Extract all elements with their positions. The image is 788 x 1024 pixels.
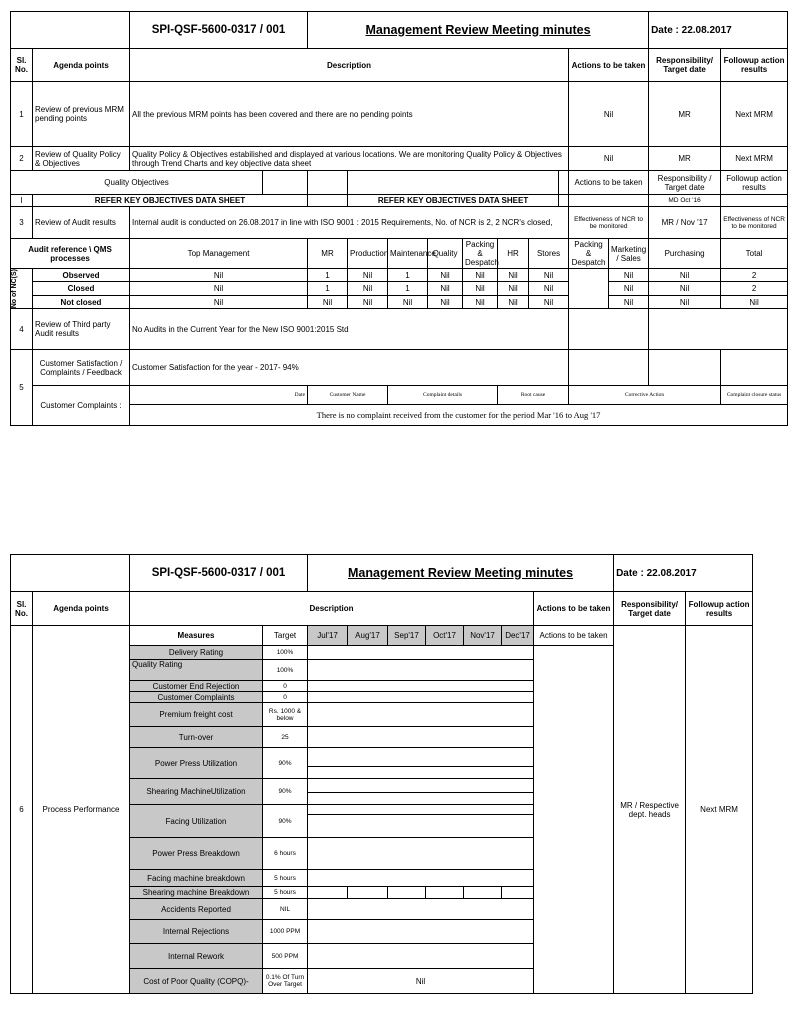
nc-not-closed-mr: Nil [308, 295, 348, 308]
measure-value-jul [308, 887, 348, 899]
title-blank [11, 12, 130, 49]
audit-marketing-sales: Marketing / Sales [609, 239, 649, 269]
row3-responsibility: MR / Nov '17 [649, 207, 721, 239]
p2-actions-label: Actions to be taken [534, 626, 614, 646]
nc-observed-quality: Nil [428, 269, 463, 282]
row2-responsibility: MR [649, 147, 721, 171]
row1-agenda: Review of previous MRM pending points [33, 82, 130, 147]
measure-name: Internal Rejections [130, 920, 263, 944]
nc-observed-label: Observed [33, 269, 130, 282]
qo-followup: Followup action results [721, 171, 788, 195]
measure-target: 5 hours [263, 887, 308, 899]
p2-col-actions: Actions to be taken [534, 592, 614, 626]
row1-sl: 1 [11, 82, 33, 147]
row5-agenda: Customer Satisfaction / Complaints / Feedback [33, 350, 130, 386]
measure-values [308, 748, 534, 767]
measure-name: Delivery Rating [130, 646, 263, 660]
agenda-row-1 [11, 82, 788, 147]
target-header: Target [263, 626, 308, 646]
refer-blank-4 [721, 195, 788, 207]
nc-row-closed [11, 282, 788, 295]
measure-values [308, 646, 534, 660]
nc-not-closed-production: Nil [348, 295, 388, 308]
measure-target: Rs. 1000 & below [263, 703, 308, 727]
nc-closed-mr: 1 [308, 282, 348, 295]
nc-closed-quality: Nil [428, 282, 463, 295]
qo-blank-3 [348, 171, 559, 195]
complaint-col-closure: Complaint closure status [721, 386, 788, 405]
nc-not-closed-hr: Nil [498, 295, 529, 308]
measure-name: Facing machine breakdown [130, 870, 263, 887]
nc-closed-label: Closed [33, 282, 130, 295]
complaint-col-corrective: Corrective Action [569, 386, 721, 405]
audit-stores: Stores [529, 239, 569, 269]
measures-header-row [11, 626, 753, 646]
complaint-col-customer: Customer Name [308, 386, 388, 405]
measure-name: Quality Rating [130, 660, 263, 681]
p2-col-description: Description [130, 592, 534, 626]
col-followup: Followup action results [721, 49, 788, 82]
measure-target: 25 [263, 727, 308, 748]
measure-name: Shearing machine Breakdown [130, 887, 263, 899]
measure-values [308, 703, 534, 727]
measure-target: 500 PPM [263, 944, 308, 969]
nc-observed-purchasing: Nil [649, 269, 721, 282]
p2-col-followup: Followup action results [686, 592, 753, 626]
measure-target: 90% [263, 805, 308, 838]
nc-closed-purchasing: Nil [649, 282, 721, 295]
quality-objectives-row [11, 171, 788, 195]
measure-values [308, 692, 534, 703]
month-jul: Jul'17 [308, 626, 348, 646]
nc-closed-packing: Nil [463, 282, 498, 295]
row6-agenda: Process Performance [33, 626, 130, 994]
nc-observed-stores: Nil [529, 269, 569, 282]
qo-responsibility: Responsibility / Target date [649, 171, 721, 195]
row2-actions: Nil [569, 147, 649, 171]
refer-right: REFER KEY OBJECTIVES DATA SHEET [348, 195, 559, 207]
qo-actions: Actions to be taken [569, 171, 649, 195]
row6-sl: 6 [11, 626, 33, 994]
measure-values [308, 899, 534, 920]
title-row [11, 12, 788, 49]
row3-description: Internal audit is conducted on 26.08.2017 in line with ISO 9001 : 2015 Requirements, No. of NCR is 2, 2 NCR's closed, [130, 207, 569, 239]
measure-values [308, 779, 534, 793]
nc-observed-production: Nil [348, 269, 388, 282]
refer-responsibility: MD Oct '16 [649, 195, 721, 207]
page-2-sheet [10, 554, 750, 994]
audit-top-management: Top Management [130, 239, 308, 269]
measure-name: Customer End Rejection [130, 681, 263, 692]
p2-doc-title: Management Review Meeting minutes [308, 555, 614, 592]
measure-target: 100% [263, 646, 308, 660]
nc-row-observed [11, 269, 788, 282]
p2-followup: Next MRM [686, 626, 753, 994]
audit-purchasing: Purchasing [649, 239, 721, 269]
agenda-row-3 [11, 207, 788, 239]
refer-mark: I [11, 195, 33, 207]
page-2-table [10, 554, 753, 994]
nc-not-closed-label: Not closed [33, 295, 130, 308]
p2-actions-cell [534, 646, 614, 994]
row4-description: No Audits in the Current Year for the New ISO 9001:2015 Std [130, 309, 569, 350]
row4-sl: 4 [11, 309, 33, 350]
agenda-row-4 [11, 309, 788, 350]
qo-blank-4 [559, 171, 569, 195]
measure-values [308, 815, 534, 838]
measure-name: Cost of Poor Quality (COPQ)- [130, 969, 263, 994]
refer-left: REFER KEY OBJECTIVES DATA SHEET [33, 195, 308, 207]
col-actions: Actions to be taken [569, 49, 649, 82]
nc-packing-2-merged [569, 269, 609, 309]
audit-mr: MR [308, 239, 348, 269]
row5-responsibility [649, 350, 721, 386]
month-oct: Oct'17 [426, 626, 464, 646]
doc-title: Management Review Meeting minutes [308, 12, 649, 49]
nc-not-closed-stores: Nil [529, 295, 569, 308]
audit-production: Production [348, 239, 388, 269]
measures-header: Measures [130, 626, 263, 646]
row4-responsibility-followup [649, 309, 788, 350]
p2-doc-date: Date : 22.08.2017 [614, 555, 753, 592]
row2-description: Quality Policy & Objectives estabilished and displayed at various locations. We are monitoring Quality Policy & Objectives through Trend Charts and key objective data sheet [130, 147, 569, 171]
col-description: Description [130, 49, 569, 82]
measure-name: Premium freight cost [130, 703, 263, 727]
refer-row [11, 195, 788, 207]
row2-sl: 2 [11, 147, 33, 171]
measure-name: Power Press Breakdown [130, 838, 263, 870]
measure-values [308, 727, 534, 748]
p2-title-blank [11, 555, 130, 592]
refer-blank-1 [308, 195, 348, 207]
row2-agenda: Review of Quality Policy & Objectives [33, 147, 130, 171]
complaint-header-row [11, 386, 788, 405]
doc-code: SPI-QSF-5600-0317 / 001 [130, 12, 308, 49]
audit-packing-despatch: Packing & Despatch [463, 239, 498, 269]
nc-not-closed-quality: Nil [428, 295, 463, 308]
audit-header-row [11, 239, 788, 269]
nc-closed-production: Nil [348, 282, 388, 295]
col-responsibility: Responsibility/ Target date [649, 49, 721, 82]
measure-name: Customer Complaints [130, 692, 263, 703]
nc-observed-marketing: Nil [609, 269, 649, 282]
complaint-col-details: Complaint details [388, 386, 498, 405]
audit-total: Total [721, 239, 788, 269]
measure-name: Power Press Utilization [130, 748, 263, 779]
nc-not-closed-total: Nil [721, 295, 788, 308]
nc-vertical-cell [11, 269, 33, 309]
row3-followup: Effectiveness of NCR to be monitored [721, 207, 788, 239]
measure-values [308, 681, 534, 692]
nc-closed-maintenance: 1 [388, 282, 428, 295]
measure-values [308, 793, 534, 805]
refer-blank-2 [559, 195, 569, 207]
month-aug: Aug'17 [348, 626, 388, 646]
p2-responsibility: MR / Respective dept. heads [614, 626, 686, 994]
measure-value-sep [388, 887, 426, 899]
measure-value-nov [464, 887, 502, 899]
nc-observed-top-management: Nil [130, 269, 308, 282]
nc-observed-total: 2 [721, 269, 788, 282]
p2-col-agenda: Agenda points [33, 592, 130, 626]
qo-blank-2 [308, 171, 348, 195]
measure-target: 0 [263, 681, 308, 692]
row5-followup [721, 350, 788, 386]
row2-followup: Next MRM [721, 147, 788, 171]
complaint-col-root-cause: Root cause [498, 386, 569, 405]
month-dec: Dec'17 [502, 626, 534, 646]
measure-name: Turn-over [130, 727, 263, 748]
nc-observed-mr: 1 [308, 269, 348, 282]
row3-actions: Effectiveness of NCR to be monitored [569, 207, 649, 239]
column-header-row [11, 49, 788, 82]
nc-observed-packing: Nil [463, 269, 498, 282]
nc-not-closed-top-management: Nil [130, 295, 308, 308]
measure-target: NIL [263, 899, 308, 920]
measure-name: Facing Utilization [130, 805, 263, 838]
measure-value-aug [348, 887, 388, 899]
measure-target: 90% [263, 748, 308, 779]
agenda-row-5 [11, 350, 788, 386]
doc-date: Date : 22.08.2017 [649, 12, 788, 49]
measure-name: Internal Rework [130, 944, 263, 969]
audit-ref-header: Audit reference \ QMS processes [11, 239, 130, 269]
nc-not-closed-packing: Nil [463, 295, 498, 308]
no-complaint-text: There is no complaint received from the customer for the period Mar '16 to Aug '17 [130, 405, 788, 426]
measure-values [308, 767, 534, 779]
row1-description: All the previous MRM points has been covered and there are no pending points [130, 82, 569, 147]
qo-blank-1 [263, 171, 308, 195]
p2-column-header-row [11, 592, 753, 626]
row5-actions [569, 350, 649, 386]
row1-responsibility: MR [649, 82, 721, 147]
col-agenda: Agenda points [33, 49, 130, 82]
measure-value-dec [502, 887, 534, 899]
measure-values [308, 660, 534, 681]
measure-name: Accidents Reported [130, 899, 263, 920]
nc-observed-hr: Nil [498, 269, 529, 282]
measure-target: 1000 PPM [263, 920, 308, 944]
audit-quality: Quality [428, 239, 463, 269]
measure-target: 5 hours [263, 870, 308, 887]
measure-target: 0.1% Of Turn Over Target [263, 969, 308, 994]
nc-row-not-closed [11, 295, 788, 308]
measure-target: 90% [263, 779, 308, 805]
p2-doc-code: SPI-QSF-5600-0317 / 001 [130, 555, 308, 592]
p2-col-responsibility: Responsibility/ Target date [614, 592, 686, 626]
nc-not-closed-purchasing: Nil [649, 295, 721, 308]
row3-sl: 3 [11, 207, 33, 239]
nc-observed-maintenance: 1 [388, 269, 428, 282]
nc-not-closed-maintenance: Nil [388, 295, 428, 308]
month-nov: Nov'17 [464, 626, 502, 646]
nc-closed-total: 2 [721, 282, 788, 295]
col-sl: Sl. No. [11, 49, 33, 82]
agenda-row-2 [11, 147, 788, 171]
nc-closed-hr: Nil [498, 282, 529, 295]
audit-maintenance: Maintenance [388, 239, 428, 269]
measure-target: 100% [263, 660, 308, 681]
p2-col-sl: Sl. No. [11, 592, 33, 626]
nc-closed-top-management: Nil [130, 282, 308, 295]
customer-complaints-label: Customer Complaints : [33, 386, 130, 426]
row1-followup: Next MRM [721, 82, 788, 147]
measure-values [308, 870, 534, 887]
complaint-col-date: Date [130, 386, 308, 405]
nc-vertical-label: No of NC(S) [11, 269, 18, 309]
measure-copq-value: Nil [308, 969, 534, 994]
measure-values [308, 805, 534, 815]
row4-agenda: Review of Third party Audit results [33, 309, 130, 350]
nc-not-closed-marketing: Nil [609, 295, 649, 308]
page-1-sheet [10, 11, 785, 426]
row1-actions: Nil [569, 82, 649, 147]
row3-agenda: Review of Audit results [33, 207, 130, 239]
audit-hr: HR [498, 239, 529, 269]
month-sep: Sep'17 [388, 626, 426, 646]
p2-title-row [11, 555, 753, 592]
page-1-table [10, 11, 788, 426]
measure-name: Shearing MachineUtilization [130, 779, 263, 805]
row5-description: Customer Satisfaction for the year - 2017- 94% [130, 350, 569, 386]
audit-packing-despatch-2: Packing & Despatch [569, 239, 609, 269]
nc-closed-marketing: Nil [609, 282, 649, 295]
nc-closed-stores: Nil [529, 282, 569, 295]
measure-value-oct [426, 887, 464, 899]
row5-sl: 5 [11, 350, 33, 426]
refer-blank-3 [569, 195, 649, 207]
row4-actions [569, 309, 649, 350]
measure-values [308, 920, 534, 944]
measure-target: 6 hours [263, 838, 308, 870]
quality-objectives-label: Quality Objectives [11, 171, 263, 195]
measure-target: 0 [263, 692, 308, 703]
measure-values [308, 944, 534, 969]
measure-values [308, 838, 534, 870]
